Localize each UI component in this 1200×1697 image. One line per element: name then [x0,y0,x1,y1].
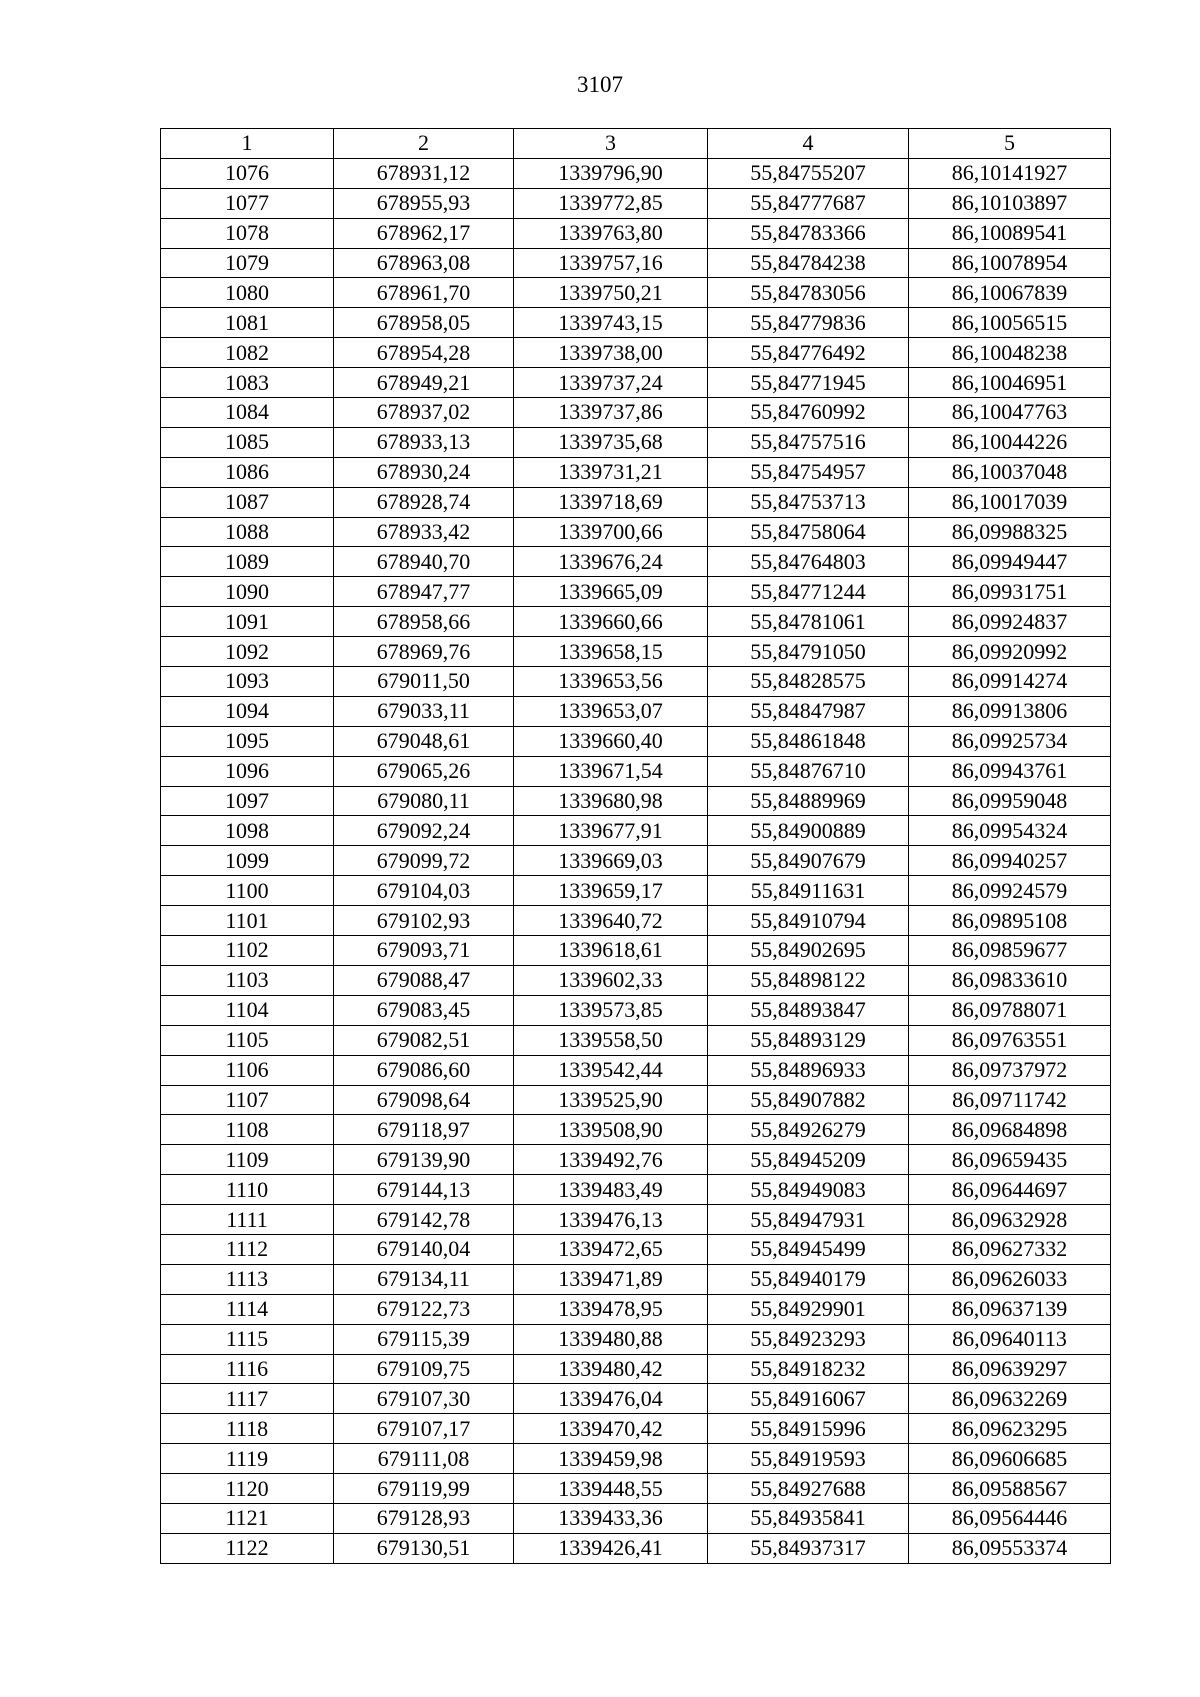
table-row [161,398,1111,428]
table-cell: 86,09949447 [909,547,1111,577]
table-row [161,1055,1111,1085]
table-cell: 86,09627332 [909,1234,1111,1264]
table-cell: 1090 [161,577,334,607]
table-cell: 678954,28 [334,338,514,368]
table-cell: 678933,42 [334,517,514,547]
table-cell: 86,09632928 [909,1205,1111,1235]
table-cell: 678958,66 [334,607,514,637]
table-cell: 55,84935841 [708,1503,909,1533]
table-cell: 1339660,66 [514,607,708,637]
table-cell: 1339796,90 [514,158,708,188]
table-row [161,577,1111,607]
column-header: 1 [161,129,334,159]
table-cell: 1095 [161,726,334,756]
table-cell: 679083,45 [334,995,514,1025]
table-cell: 86,09943761 [909,756,1111,786]
table-cell: 1339671,54 [514,756,708,786]
table-cell: 86,10089541 [909,218,1111,248]
table-cell: 1339476,04 [514,1384,708,1414]
coordinates-table [160,128,1111,1564]
table-cell: 1339677,91 [514,816,708,846]
table-cell: 1339433,36 [514,1503,708,1533]
table-cell: 678963,08 [334,248,514,278]
table-cell: 55,84781061 [708,607,909,637]
table-cell: 1103 [161,965,334,995]
table-cell: 55,84771945 [708,368,909,398]
table-cell: 86,10078954 [909,248,1111,278]
table-cell: 679118,97 [334,1115,514,1145]
table-cell: 1081 [161,308,334,338]
table-cell: 86,09940257 [909,846,1111,876]
table-cell: 679104,03 [334,876,514,906]
table-cell: 678937,02 [334,398,514,428]
table-cell: 1117 [161,1384,334,1414]
table-cell: 1339718,69 [514,487,708,517]
table-cell: 1087 [161,487,334,517]
table-cell: 1339483,49 [514,1175,708,1205]
table-cell: 55,84893129 [708,1025,909,1055]
table-cell: 678961,70 [334,278,514,308]
table-cell: 55,84926279 [708,1115,909,1145]
table-cell: 55,84876710 [708,756,909,786]
table-cell: 86,09954324 [909,816,1111,846]
table-cell: 1084 [161,398,334,428]
table-body [161,158,1111,1563]
table-cell: 55,84828575 [708,667,909,697]
table-cell: 1339573,85 [514,995,708,1025]
table-cell: 55,84776492 [708,338,909,368]
table-cell: 1109 [161,1145,334,1175]
table-cell: 1083 [161,368,334,398]
table-cell: 1339448,55 [514,1474,708,1504]
table-cell: 1339660,40 [514,726,708,756]
table-cell: 679011,50 [334,667,514,697]
table-row [161,278,1111,308]
table-cell: 1107 [161,1085,334,1115]
table-cell: 55,84861848 [708,726,909,756]
table-cell: 55,84783056 [708,278,909,308]
table-cell: 1339602,33 [514,965,708,995]
table-cell: 55,84900889 [708,816,909,846]
table-cell: 1118 [161,1414,334,1444]
table-cell: 55,84755207 [708,158,909,188]
column-header: 2 [334,129,514,159]
table-row [161,1175,1111,1205]
table-row [161,368,1111,398]
table-cell: 55,84896933 [708,1055,909,1085]
page-number: 3107 [577,72,623,97]
table-cell: 1339492,76 [514,1145,708,1175]
table-cell: 1339508,90 [514,1115,708,1145]
table-cell: 1119 [161,1444,334,1474]
table-cell: 1078 [161,218,334,248]
table-header-row [161,129,1111,159]
table-row [161,1503,1111,1533]
table-cell: 1339735,68 [514,427,708,457]
table-cell: 1339665,09 [514,577,708,607]
column-header: 4 [708,129,909,159]
table-row [161,846,1111,876]
table-cell: 1339676,24 [514,547,708,577]
table-cell: 1097 [161,786,334,816]
table-row [161,1234,1111,1264]
table-cell: 1339737,24 [514,368,708,398]
table-cell: 1088 [161,517,334,547]
table-cell: 1339480,88 [514,1324,708,1354]
table-cell: 1339680,98 [514,786,708,816]
table-row [161,308,1111,338]
table-cell: 86,10047763 [909,398,1111,428]
table-row [161,487,1111,517]
table-cell: 86,09553374 [909,1533,1111,1563]
table-cell: 55,84927688 [708,1474,909,1504]
table-cell: 86,09684898 [909,1115,1111,1145]
table-cell: 679130,51 [334,1533,514,1563]
table-cell: 1110 [161,1175,334,1205]
table-cell: 1085 [161,427,334,457]
table-row [161,1384,1111,1414]
table-cell: 1079 [161,248,334,278]
table-cell: 1076 [161,158,334,188]
table-cell: 86,09914274 [909,667,1111,697]
table-cell: 1114 [161,1294,334,1324]
table-cell: 1339763,80 [514,218,708,248]
table-cell: 1094 [161,696,334,726]
table-cell: 86,09913806 [909,696,1111,726]
table-row [161,218,1111,248]
table-cell: 1082 [161,338,334,368]
table-cell: 55,84915996 [708,1414,909,1444]
table-cell: 86,09640113 [909,1324,1111,1354]
table-row [161,338,1111,368]
table-cell: 1339669,03 [514,846,708,876]
table-cell: 679134,11 [334,1264,514,1294]
table-cell: 55,84907882 [708,1085,909,1115]
table-row [161,1294,1111,1324]
table-cell: 86,10067839 [909,278,1111,308]
table-cell: 679033,11 [334,696,514,726]
table-cell: 679109,75 [334,1354,514,1384]
table-cell: 679144,13 [334,1175,514,1205]
table-cell: 86,09931751 [909,577,1111,607]
table-cell: 86,10103897 [909,188,1111,218]
table-cell: 86,09925734 [909,726,1111,756]
table-cell: 55,84757516 [708,427,909,457]
table-cell: 55,84893847 [708,995,909,1025]
table-cell: 55,84945499 [708,1234,909,1264]
table-cell: 1102 [161,936,334,966]
table-cell: 86,09588567 [909,1474,1111,1504]
table-cell: 678947,77 [334,577,514,607]
table-row [161,667,1111,697]
table-row [161,607,1111,637]
table-cell: 679139,90 [334,1145,514,1175]
table-cell: 55,84916067 [708,1384,909,1414]
table-cell: 679082,51 [334,1025,514,1055]
table-cell: 86,10048238 [909,338,1111,368]
table-cell: 55,84949083 [708,1175,909,1205]
table-cell: 679065,26 [334,756,514,786]
table-cell: 679128,93 [334,1503,514,1533]
table-cell: 55,84902695 [708,936,909,966]
table-cell: 86,09711742 [909,1085,1111,1115]
table-cell: 1112 [161,1234,334,1264]
table-cell: 55,84791050 [708,637,909,667]
table-row [161,457,1111,487]
column-header: 3 [514,129,708,159]
table-row [161,188,1111,218]
table-cell: 679098,64 [334,1085,514,1115]
table-row [161,248,1111,278]
table-row [161,1414,1111,1444]
table-cell: 86,10056515 [909,308,1111,338]
table-cell: 55,84910794 [708,906,909,936]
table-cell: 1120 [161,1474,334,1504]
table-cell: 1339700,66 [514,517,708,547]
table-cell: 55,84940179 [708,1264,909,1294]
table-cell: 55,84945209 [708,1145,909,1175]
table-row [161,756,1111,786]
table-cell: 1100 [161,876,334,906]
table-row [161,517,1111,547]
table-row [161,1145,1111,1175]
table-cell: 1092 [161,637,334,667]
table-cell: 1113 [161,1264,334,1294]
table-cell: 55,84779836 [708,308,909,338]
table-cell: 1339737,86 [514,398,708,428]
table-cell: 1339743,15 [514,308,708,338]
table-cell: 86,09659435 [909,1145,1111,1175]
table-cell: 678940,70 [334,547,514,577]
table-row [161,637,1111,667]
table-cell: 1077 [161,188,334,218]
table-cell: 679102,93 [334,906,514,936]
table-cell: 1108 [161,1115,334,1145]
table-cell: 679122,73 [334,1294,514,1324]
table-cell: 678962,17 [334,218,514,248]
table-row [161,427,1111,457]
table-cell: 55,84947931 [708,1205,909,1235]
table-cell: 86,10037048 [909,457,1111,487]
table-cell: 55,84937317 [708,1533,909,1563]
table-cell: 55,84753713 [708,487,909,517]
table-cell: 678955,93 [334,188,514,218]
table-cell: 678949,21 [334,368,514,398]
table-cell: 86,09924579 [909,876,1111,906]
table-cell: 1339653,07 [514,696,708,726]
table-row [161,965,1111,995]
table-row [161,1205,1111,1235]
table-cell: 1339426,41 [514,1533,708,1563]
table-cell: 1339476,13 [514,1205,708,1235]
table-cell: 86,10017039 [909,487,1111,517]
table-row [161,1474,1111,1504]
table-row [161,1354,1111,1384]
table-cell: 679142,78 [334,1205,514,1235]
table-cell: 1339658,15 [514,637,708,667]
column-header: 5 [909,129,1111,159]
table-cell: 86,09763551 [909,1025,1111,1055]
table-cell: 1105 [161,1025,334,1055]
table-cell: 1339618,61 [514,936,708,966]
table-cell: 1106 [161,1055,334,1085]
table-cell: 86,09833610 [909,965,1111,995]
table-row [161,1533,1111,1563]
table-cell: 86,09924837 [909,607,1111,637]
table-cell: 679093,71 [334,936,514,966]
table-row [161,1264,1111,1294]
table-cell: 55,84923293 [708,1324,909,1354]
table-cell: 1339470,42 [514,1414,708,1444]
table-cell: 1339750,21 [514,278,708,308]
table-cell: 1089 [161,547,334,577]
table-cell: 679099,72 [334,846,514,876]
table-cell: 678958,05 [334,308,514,338]
table-cell: 1086 [161,457,334,487]
table-cell: 55,84919593 [708,1444,909,1474]
table-cell: 1339480,42 [514,1354,708,1384]
table-row [161,876,1111,906]
table-cell: 55,84889969 [708,786,909,816]
table-cell: 55,84760992 [708,398,909,428]
table-row [161,696,1111,726]
table-cell: 86,09606685 [909,1444,1111,1474]
table-cell: 1339731,21 [514,457,708,487]
table-row [161,906,1111,936]
table-cell: 86,09737972 [909,1055,1111,1085]
table-cell: 679048,61 [334,726,514,756]
table-cell: 1339478,95 [514,1294,708,1324]
table-cell: 678931,12 [334,158,514,188]
table-cell: 1339471,89 [514,1264,708,1294]
table-cell: 86,10046951 [909,368,1111,398]
table-cell: 86,09788071 [909,995,1111,1025]
table-cell: 678928,74 [334,487,514,517]
table-cell: 1339653,56 [514,667,708,697]
table-cell: 1339659,17 [514,876,708,906]
table-cell: 86,09895108 [909,906,1111,936]
table-cell: 1339558,50 [514,1025,708,1055]
table-cell: 1093 [161,667,334,697]
table-cell: 55,84758064 [708,517,909,547]
table-cell: 55,84907679 [708,846,909,876]
table-row [161,158,1111,188]
table-row [161,547,1111,577]
table-cell: 1339459,98 [514,1444,708,1474]
table-cell: 86,10141927 [909,158,1111,188]
table-cell: 86,09623295 [909,1414,1111,1444]
table-cell: 55,84783366 [708,218,909,248]
table-cell: 55,84777687 [708,188,909,218]
table-cell: 1098 [161,816,334,846]
table-row [161,995,1111,1025]
table-cell: 55,84754957 [708,457,909,487]
table-cell: 1099 [161,846,334,876]
table-cell: 86,09988325 [909,517,1111,547]
table-cell: 86,09626033 [909,1264,1111,1294]
table-cell: 679119,99 [334,1474,514,1504]
table-cell: 1091 [161,607,334,637]
table-cell: 679115,39 [334,1324,514,1354]
table-cell: 86,09959048 [909,786,1111,816]
table-cell: 1339525,90 [514,1085,708,1115]
table-cell: 678930,24 [334,457,514,487]
table-cell: 55,84918232 [708,1354,909,1384]
table-cell: 86,09564446 [909,1503,1111,1533]
table-cell: 55,84898122 [708,965,909,995]
table-cell: 1339542,44 [514,1055,708,1085]
table-cell: 1116 [161,1354,334,1384]
table-cell: 1121 [161,1503,334,1533]
table-cell: 55,84784238 [708,248,909,278]
table-cell: 679111,08 [334,1444,514,1474]
table-row [161,936,1111,966]
table-row [161,816,1111,846]
table-cell: 679140,04 [334,1234,514,1264]
table-row [161,786,1111,816]
table-cell: 679086,60 [334,1055,514,1085]
table-cell: 55,84847987 [708,696,909,726]
table-row [161,1115,1111,1145]
table-cell: 55,84911631 [708,876,909,906]
table-cell: 678933,13 [334,427,514,457]
table-cell: 1339640,72 [514,906,708,936]
table-cell: 86,09632269 [909,1384,1111,1414]
table-cell: 1101 [161,906,334,936]
table-cell: 86,10044226 [909,427,1111,457]
table-cell: 1104 [161,995,334,1025]
table-cell: 86,09644697 [909,1175,1111,1205]
table-cell: 1122 [161,1533,334,1563]
table-row [161,1025,1111,1055]
table-cell: 679080,11 [334,786,514,816]
table-cell: 86,09859677 [909,936,1111,966]
table-cell: 1339772,85 [514,188,708,218]
table-row [161,1085,1111,1115]
table-cell: 86,09920992 [909,637,1111,667]
table-cell: 1111 [161,1205,334,1235]
table-cell: 55,84929901 [708,1294,909,1324]
table-row [161,726,1111,756]
table-cell: 1339757,16 [514,248,708,278]
table-cell: 1115 [161,1324,334,1354]
table-cell: 1339472,65 [514,1234,708,1264]
table-cell: 679107,17 [334,1414,514,1444]
table-cell: 55,84771244 [708,577,909,607]
table-cell: 679088,47 [334,965,514,995]
table-row [161,1324,1111,1354]
table-cell: 678969,76 [334,637,514,667]
table-row [161,1444,1111,1474]
table-cell: 86,09637139 [909,1294,1111,1324]
table-cell: 679092,24 [334,816,514,846]
table-cell: 679107,30 [334,1384,514,1414]
table-cell: 55,84764803 [708,547,909,577]
table-cell: 1080 [161,278,334,308]
table-cell: 1339738,00 [514,338,708,368]
table-cell: 1096 [161,756,334,786]
table-cell: 86,09639297 [909,1354,1111,1384]
